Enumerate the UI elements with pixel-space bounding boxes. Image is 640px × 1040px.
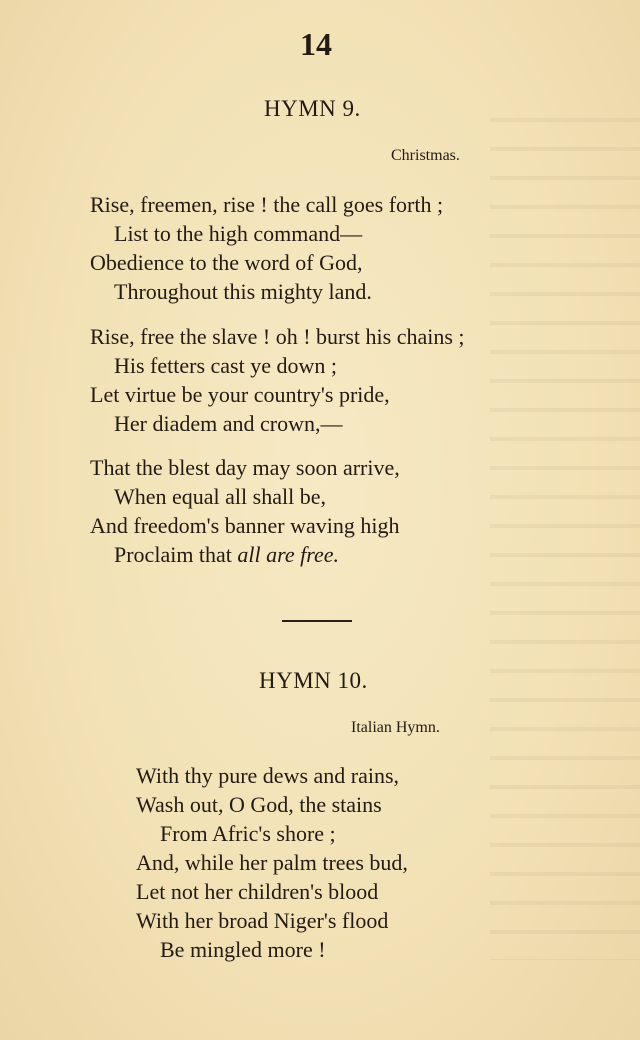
verse-line-text: Proclaim that: [114, 542, 238, 567]
verse-line: Rise, free the slave ! oh ! burst his chains ;: [90, 324, 465, 349]
verse-line: Rise, freemen, rise ! the call goes forth ;: [90, 192, 444, 217]
verse-line-italic: all are free.: [237, 542, 340, 567]
verse-line: Throughout this mighty land.: [114, 279, 372, 304]
verse-line: Let not her children's blood: [136, 879, 379, 904]
verse-line: And freedom's banner waving high: [90, 513, 400, 538]
verse-line: Obedience to the word of God,: [90, 250, 363, 275]
verse-line: Be mingled more !: [160, 937, 326, 962]
hymn-10-title: HYMN 10.: [259, 668, 368, 693]
verse-line: With her broad Niger's flood: [136, 908, 389, 933]
verse-line: And, while her palm trees bud,: [136, 850, 408, 875]
verse-line: From Afric's shore ;: [160, 821, 336, 846]
show-through-texture: [490, 100, 640, 960]
hymn-10-stanza-1: [136, 761, 408, 964]
section-divider: [282, 620, 352, 622]
hymn-9-stanza-2: [90, 322, 465, 438]
verse-line: That the blest day may soon arrive,: [90, 455, 400, 480]
verse-line: Let virtue be your country's pride,: [90, 382, 390, 407]
verse-line: Her diadem and crown,—: [114, 411, 343, 436]
verse-line: List to the high command—: [114, 221, 363, 246]
verse-line: Wash out, O God, the stains: [136, 792, 382, 817]
hymn-9-stanza-1: [90, 190, 443, 306]
hymn-10-tune: Italian Hymn.: [351, 719, 440, 736]
hymn-9-tune: Christmas.: [391, 147, 460, 164]
verse-line: When equal all shall be,: [114, 484, 326, 509]
verse-line: With thy pure dews and rains,: [136, 763, 400, 788]
hymn-9-title: HYMN 9.: [264, 96, 361, 121]
verse-line: His fetters cast ye down ;: [114, 353, 337, 378]
page-number: 14: [300, 26, 332, 62]
hymn-9-stanza-3: [90, 453, 400, 569]
verse-line: [90, 540, 400, 569]
